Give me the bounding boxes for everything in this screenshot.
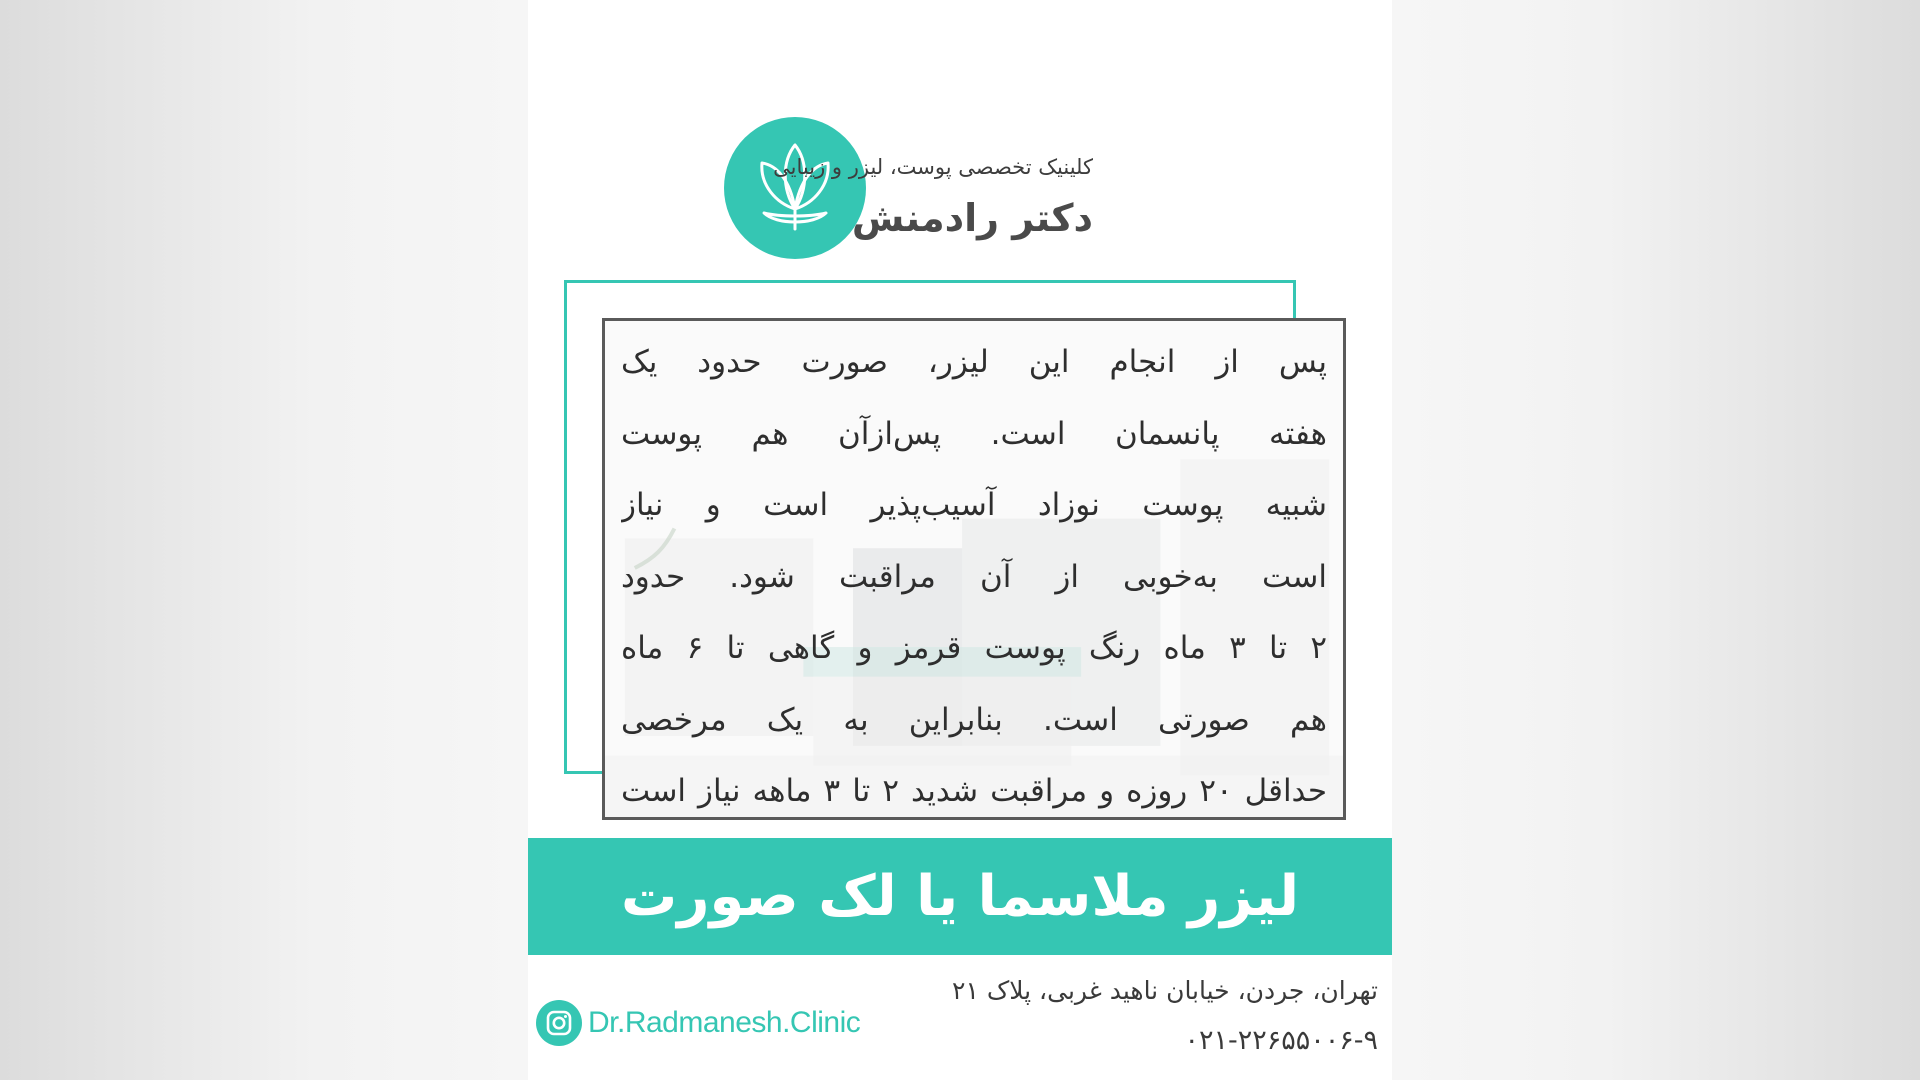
lotus-logo-icon — [724, 117, 866, 259]
background-right — [1392, 0, 1920, 1080]
phone-number: ۰۲۱-۲۲۶۵۵۰۰۶-۹ — [1184, 1025, 1378, 1056]
body-text-line: است به‌خوبی از آن مراقبت شود. حدود — [621, 558, 1327, 595]
background-left — [0, 0, 528, 1080]
clinic-name: دکتر رادمنش — [851, 196, 1093, 240]
body-text-line: هفته پانسمان است. پس‌ازآن هم پوست — [621, 415, 1327, 452]
body-text-line: شبیه پوست نوزاد آسیب‌پذیر است و نیاز — [621, 487, 1327, 523]
title-banner — [528, 838, 1392, 955]
body-text-line: پس از انجام این لیزر، صورت حدود یک — [621, 344, 1327, 380]
body-text-line: هم صورتی است. بنابراین به یک مرخصی — [621, 701, 1327, 738]
clinic-subtitle: کلینیک تخصصی پوست، لیزر و زیبایی — [773, 155, 1093, 179]
body-text-line: ۲ تا ۳ ماه رنگ پوست قرمز و گاهی تا ۶ ماه — [621, 630, 1327, 666]
poster — [528, 0, 1392, 1080]
instagram-link[interactable] — [536, 1000, 860, 1046]
instagram-icon — [536, 1000, 582, 1046]
text-panel — [602, 318, 1346, 820]
body-text — [621, 327, 1327, 820]
address: تهران، جردن، خیابان ناهید غربی، پلاک ۲۱ — [952, 976, 1378, 1005]
body-text-line: حداقل ۲۰ روزه و مراقبت شدید ۲ تا ۳ ماهه نیاز است — [621, 773, 1327, 809]
banner-title: لیزر ملاسما یا لک صورت — [621, 864, 1299, 929]
instagram-handle: Dr.Radmanesh.Clinic — [588, 1006, 861, 1039]
